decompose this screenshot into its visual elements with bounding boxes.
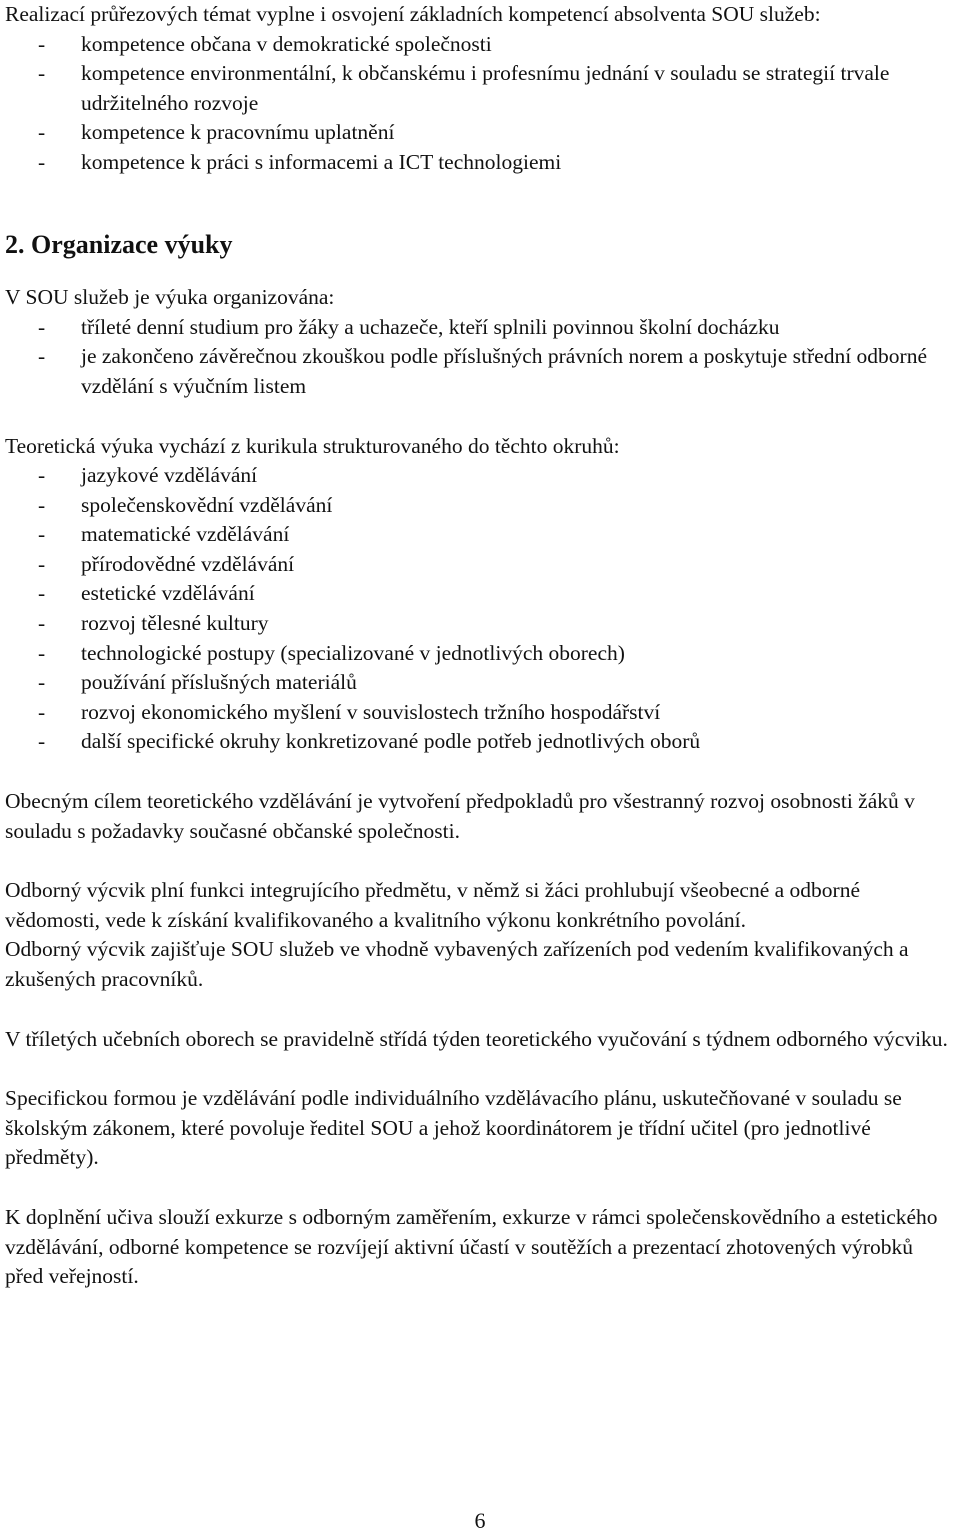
goal-paragraph: Obecným cílem teoretického vzdělávání je vytvoření předpokladů pro všestranný rozvoj osobnosti žáků v souladu s požadavky současné občanské společnosti.: [5, 789, 915, 843]
dash-marker: -: [38, 149, 46, 174]
dash-marker: -: [38, 463, 46, 488]
organization-intro: V SOU služeb je výuka organizována:: [5, 285, 335, 310]
dash-marker: -: [38, 729, 46, 754]
organization-list: [5, 313, 955, 402]
dash-marker: -: [38, 670, 46, 695]
list-item: - matematické vzdělávání: [5, 520, 955, 550]
dash-marker: -: [38, 581, 46, 606]
section-heading: 2. Organizace výuky: [5, 229, 233, 259]
dash-marker: -: [38, 61, 46, 86]
dash-marker: -: [38, 314, 46, 339]
dash-marker: -: [38, 522, 46, 547]
dash-marker: -: [38, 31, 46, 56]
list-item: - technologické postupy (specializované v jednotlivých oborech): [5, 639, 955, 669]
list-item: - kompetence environmentální, k občanskému i profesnímu jednání v souladu se strategií trvale udržitelného rozvoje: [38, 61, 890, 115]
dash-marker: -: [38, 551, 46, 576]
list-item: - jazykové vzdělávání: [5, 461, 955, 491]
list-item: - tříleté denní studium pro žáky a uchazeče, kteří splnili povinnou školní docházku: [5, 313, 955, 343]
list-item: - kompetence k práci s informacemi a ICT technologiemi: [5, 148, 955, 178]
theory-areas-list: [5, 461, 955, 757]
alternation-paragraph: V tříletých učebních oborech se pravidelně střídá týden teoretického vyučování s týdnem odborného výcviku.: [5, 1026, 948, 1051]
list-item: - používání příslušných materiálů: [5, 668, 955, 698]
theory-intro: Teoretická výuka vychází z kurikula strukturovaného do těchto okruhů:: [5, 433, 620, 458]
list-item: - kompetence k pracovnímu uplatnění: [5, 118, 955, 148]
list-item: - kompetence občana v demokratické společnosti: [5, 30, 955, 60]
list-item: - rozvoj ekonomického myšlení v souvislostech tržního hospodářství: [5, 698, 955, 728]
list-item: - rozvoj tělesné kultury: [5, 609, 955, 639]
dash-marker: -: [38, 492, 46, 517]
dash-marker: -: [38, 699, 46, 724]
intro-text: Realizací průřezových témat vyplne i osvojení základních kompetencí absolventa SOU služeb:: [5, 2, 821, 26]
excursions-paragraph: K doplnění učiva slouží exkurze s odborným zaměřením, exkurze v rámci společenskovědního a estetického vzdělávání, odborné kompetence se rozvíjejí aktivní účastí v soutěžích a prezentací zhotovených výrobků před veřejností.: [5, 1204, 938, 1289]
list-item: - je zakončeno závěrečnou zkouškou podle příslušných právních norem a poskytuje střední odborné vzdělání s výučním listem: [38, 344, 928, 398]
page-number: 6: [474, 1508, 486, 1533]
dash-marker: -: [38, 344, 46, 369]
training-paragraph: Odborný výcvik plní funkci integrujícího předmětu, v němž si žáci prohlubují všeobecné a odborné vědomosti, vede k získání kvalifikovaného a kvalitního výkonu konkrétního povolání.: [5, 878, 860, 932]
list-item: - další specifické okruhy konkretizované podle potřeb jednotlivých oborů: [5, 727, 955, 757]
training-provision-paragraph: Odborný výcvik zajišťuje SOU služeb ve vhodně vybavených zařízeních pod vedením kvalifikovaných a zkušených pracovníků.: [5, 937, 909, 992]
list-item: - estetické vzdělávání: [5, 579, 955, 609]
list-item: - přírodovědné vzdělávání: [5, 550, 955, 580]
dash-marker: -: [38, 611, 46, 636]
individual-plan-paragraph: Specifickou formou je vzdělávání podle individuálního vzdělávacího plánu, uskutečňované v souladu se školským zákonem, které povoluje ředitel SOU a jehož koordinátorem je třídní učitel (pro jednotlivé předměty).: [5, 1086, 902, 1170]
dash-marker: -: [38, 640, 46, 665]
document-page: [5, 0, 955, 1292]
list-item: - společenskovědní vzdělávání: [5, 491, 955, 521]
dash-marker: -: [38, 120, 46, 145]
competence-list: [5, 30, 955, 178]
